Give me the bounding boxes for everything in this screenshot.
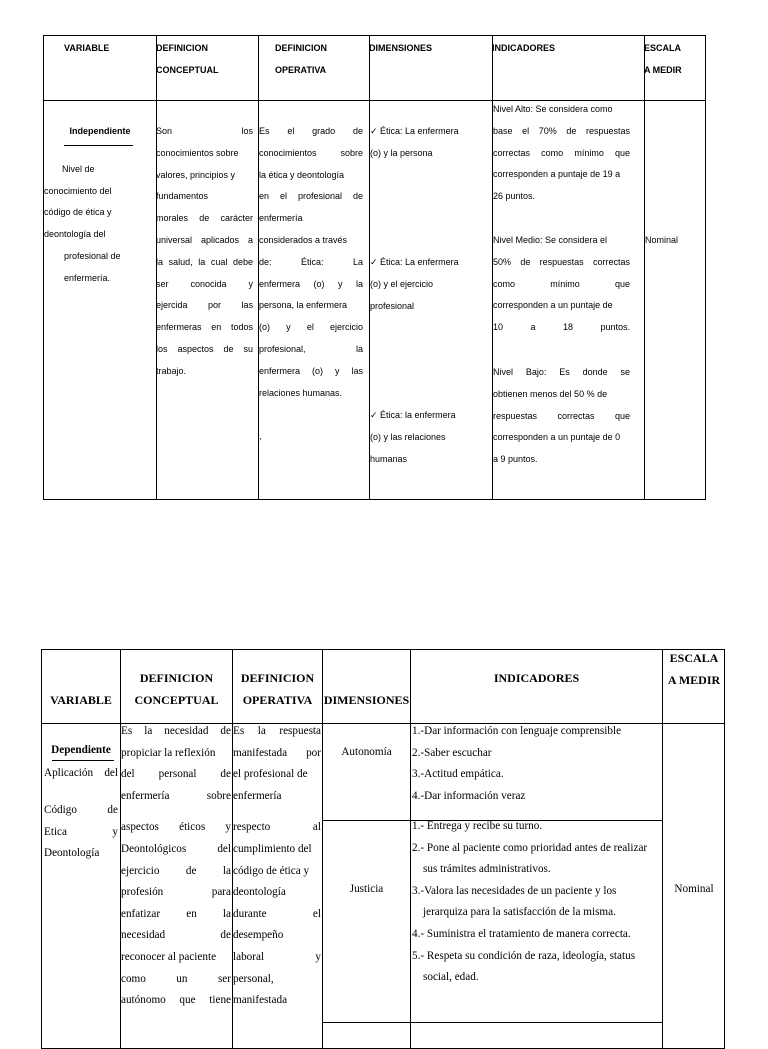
header-def-conceptual: DEFINICION CONCEPTUAL <box>156 43 219 75</box>
indicador-nivel-alto: Nivel Alto: Se considera como base el 70% de respuestas correctas como mínimo que corresponden a puntaje de 19 a 26 puntos. <box>493 104 630 202</box>
variable-cell: Dependiente Aplicación del Código de Etica y Deontología <box>44 740 118 865</box>
conceptual-cell: Son los conocimientos sobre valores, principios y fundamentos morales de carácter universal aplicados a la salud, la cual debe ser conocida y ejercida por las enfermeras en todos los aspectos de su trabajo. <box>156 126 253 376</box>
column-divider <box>644 36 645 499</box>
column-divider <box>410 650 411 1048</box>
variable-cell: Independiente Nivel de conocimiento del código de ética y deontología del profesional de enfermería. <box>44 121 156 290</box>
variable-type: Independiente <box>69 126 131 136</box>
escala-value: Nominal <box>674 883 714 895</box>
dimension-justicia: Justicia <box>349 883 384 895</box>
indicador-nivel-medio: Nivel Medio: Se considera el 50% de respuestas correctas como mínimo que corresponden a un puntaje de 10 a 18 puntos. <box>493 235 630 333</box>
header-def-operativa: DEFINICION OPERATIVA <box>275 43 328 75</box>
header-dimensiones: DIMENSIONES <box>369 43 433 53</box>
dimension-etica-persona: ✓ Ética: La enfermera (o) y la persona <box>370 126 459 158</box>
variable-type: Dependiente <box>51 744 111 756</box>
header-def-operativa: DEFINICION OPERATIVA <box>240 671 315 707</box>
indicador-nivel-bajo: Nivel Bajo: Es donde se obtienen menos del 50 % de respuestas correctas que corresponden a un puntaje de 0 a 9 puntos. <box>493 367 630 465</box>
header-def-conceptual: DEFINICION CONCEPTUAL <box>134 671 219 707</box>
dimension-autonomia: Autonomía <box>341 746 392 758</box>
row-divider-justicia <box>322 1022 662 1023</box>
indicadores-justicia: 1.- Entrega y recibe su turno. 2.- Pone al paciente como prioridad antes de realizar sus trámites administrativos. 3.-Valora las necesidades de un paciente y los jerarquiza para la satisfacción de la misma. 4.- Suministra el tratamiento de manera correcta. 5.- Respeta su condición de raza, ideología, status social, edad. <box>412 820 648 984</box>
dimension-etica-relaciones: ✓ Ética: la enfermera (o) y las relaciones humanas <box>370 410 456 464</box>
header-escala: ESCALA A MEDIR <box>644 43 682 75</box>
conceptual-cell: Es la necesidad de propiciar la reflexión del personal de enfermería sobre aspectos éticos y Deontológicos del ejercicio de la profesión para enfatizar en la necesidad de reconocer al paciente como un ser autónomo que tiene <box>121 725 231 1007</box>
escala-value: Nominal <box>645 235 679 245</box>
header-variable: VARIABLE <box>50 693 112 707</box>
operativa-cell: Es el grado de conocimientos sobre la ética y deontología en el profesional de enfermería considerados a través de: Ética: La enfermera (o) y la persona, la enfermera (o) y el ejercicio profesional, la enfermera (o) y las relaciones humanas. , <box>259 126 363 442</box>
header-escala: ESCALA A MEDIR <box>667 651 721 687</box>
operativa-cell: Es la respuesta manifestada por el profesional de enfermería respecto al cumplimiento del código de ética y deontología durante el desempeño laboral y personal, manifestada <box>233 725 321 1007</box>
table-dependiente <box>41 649 725 1049</box>
dimension-etica-ejercicio: ✓ Ética: La enfermera (o) y el ejercicio profesional <box>370 257 459 311</box>
indicadores-autonomia: 1.-Dar información con lenguaje comprensible 2.-Saber escuchar 3.-Actitud empática. 4.-Dar información veraz <box>412 725 622 802</box>
header-dimensiones: DIMENSIONES <box>323 693 410 707</box>
column-divider <box>662 650 663 1048</box>
header-indicadores: INDICADORES <box>493 671 580 685</box>
header-variable: VARIABLE <box>64 43 110 53</box>
table-independiente <box>43 35 706 500</box>
header-indicadores: INDICADORES <box>492 43 556 53</box>
